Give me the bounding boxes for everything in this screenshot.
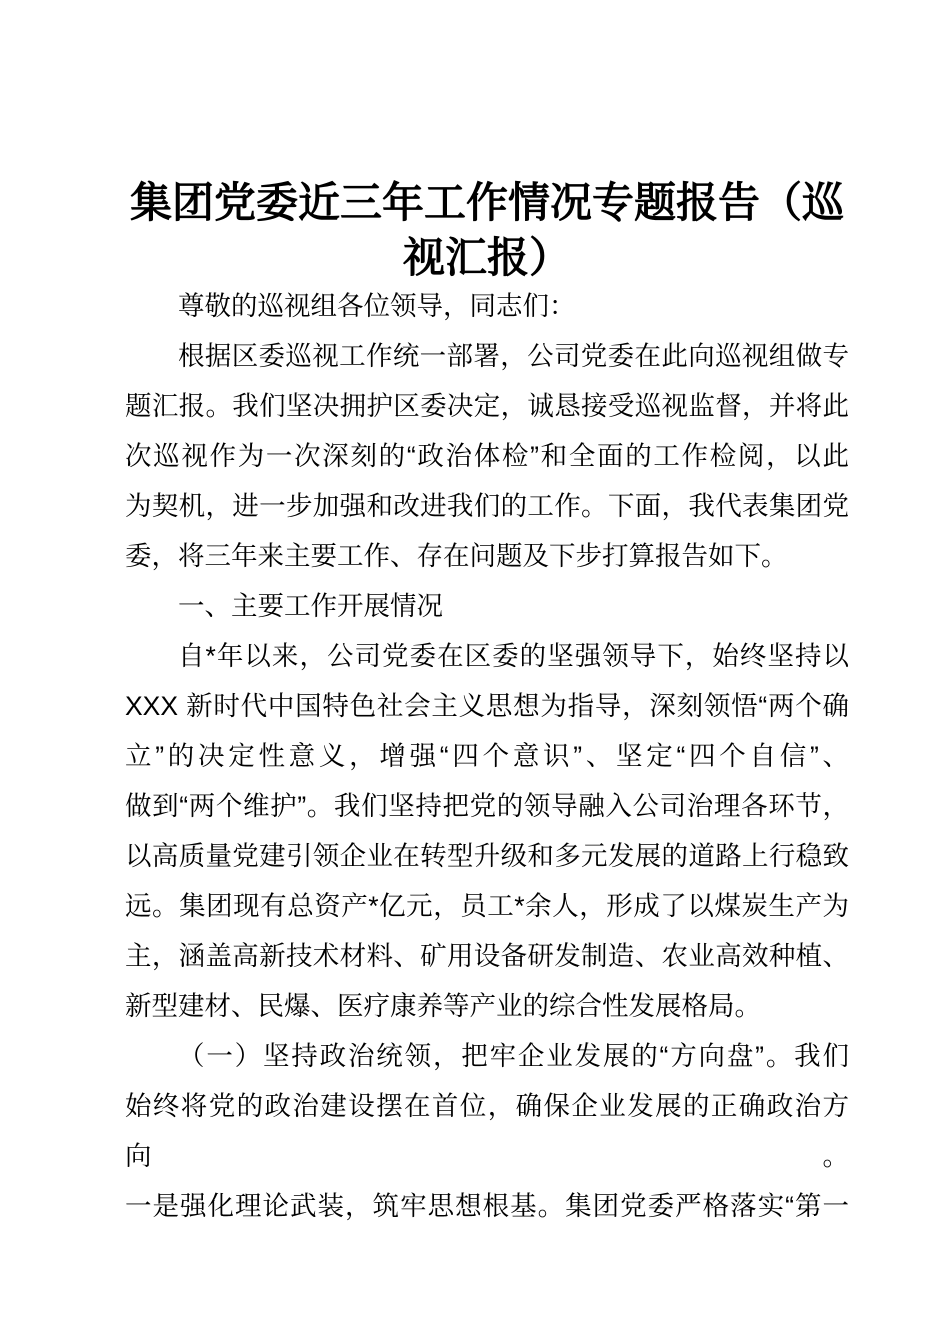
title-line: 视汇报） (402, 236, 571, 282)
document-body (125, 281, 849, 1231)
text-line: 尊敬的巡视组各位领导，同志们： (178, 291, 576, 321)
text-line: 根据区委巡视工作统一部署，公司党委在此向巡视组做专 (178, 341, 849, 371)
text-line: 一、主要工作开展情况 (178, 591, 443, 621)
text-line: 一是强化理论武装，筑牢思想根基。集团党委严格落实“第一 (125, 1191, 849, 1221)
text-line: 委，将三年来主要工作、存在问题及下步打算报告如下。 (125, 541, 788, 571)
text-line: 做到“两个维护”。我们坚持把党的领导融入公司治理各环节， (125, 791, 849, 821)
text-line: 次巡视作为一次深刻的“政治体检”和全面的工作检阅，以此 (125, 441, 849, 471)
text-line: （一）坚持政治统领，把牢企业发展的“方向盘”。我们 (178, 1041, 849, 1071)
text-line: XXX 新时代中国特色社会主义思想为指导，深刻领悟“两个确 (125, 691, 849, 721)
text-line: 题汇报。我们坚决拥护区委决定，诚恳接受巡视监督，并将此 (125, 391, 849, 421)
text-line: 以高质量党建引领企业在转型升级和多元发展的道路上行稳致 (125, 841, 849, 871)
text-line: 新型建材、民爆、医疗康养等产业的综合性发展格局。 (125, 991, 761, 1021)
text-line: 为契机，进一步加强和改进我们的工作。下面，我代表集团党 (125, 491, 849, 521)
text-line: 远。集团现有总资产*亿元，员工*余人，形成了以煤炭生产为 (125, 891, 849, 921)
text-line: 立”的决定性意义，增强“四个意识”、坚定“四个自信”、 (125, 741, 849, 771)
title-line: 集团党委近三年工作情况专题报告（巡 (129, 181, 844, 227)
text-line: 自*年以来，公司党委在区委的坚强领导下，始终坚持以 (178, 641, 849, 671)
text-line: 主，涵盖高新技术材料、矿用设备研发制造、农业高效种植、 (125, 941, 849, 971)
document-title (125, 177, 849, 287)
text-line: 始终将党的政治建设摆在首位，确保企业发展的正确政治方向。 (125, 1091, 849, 1171)
